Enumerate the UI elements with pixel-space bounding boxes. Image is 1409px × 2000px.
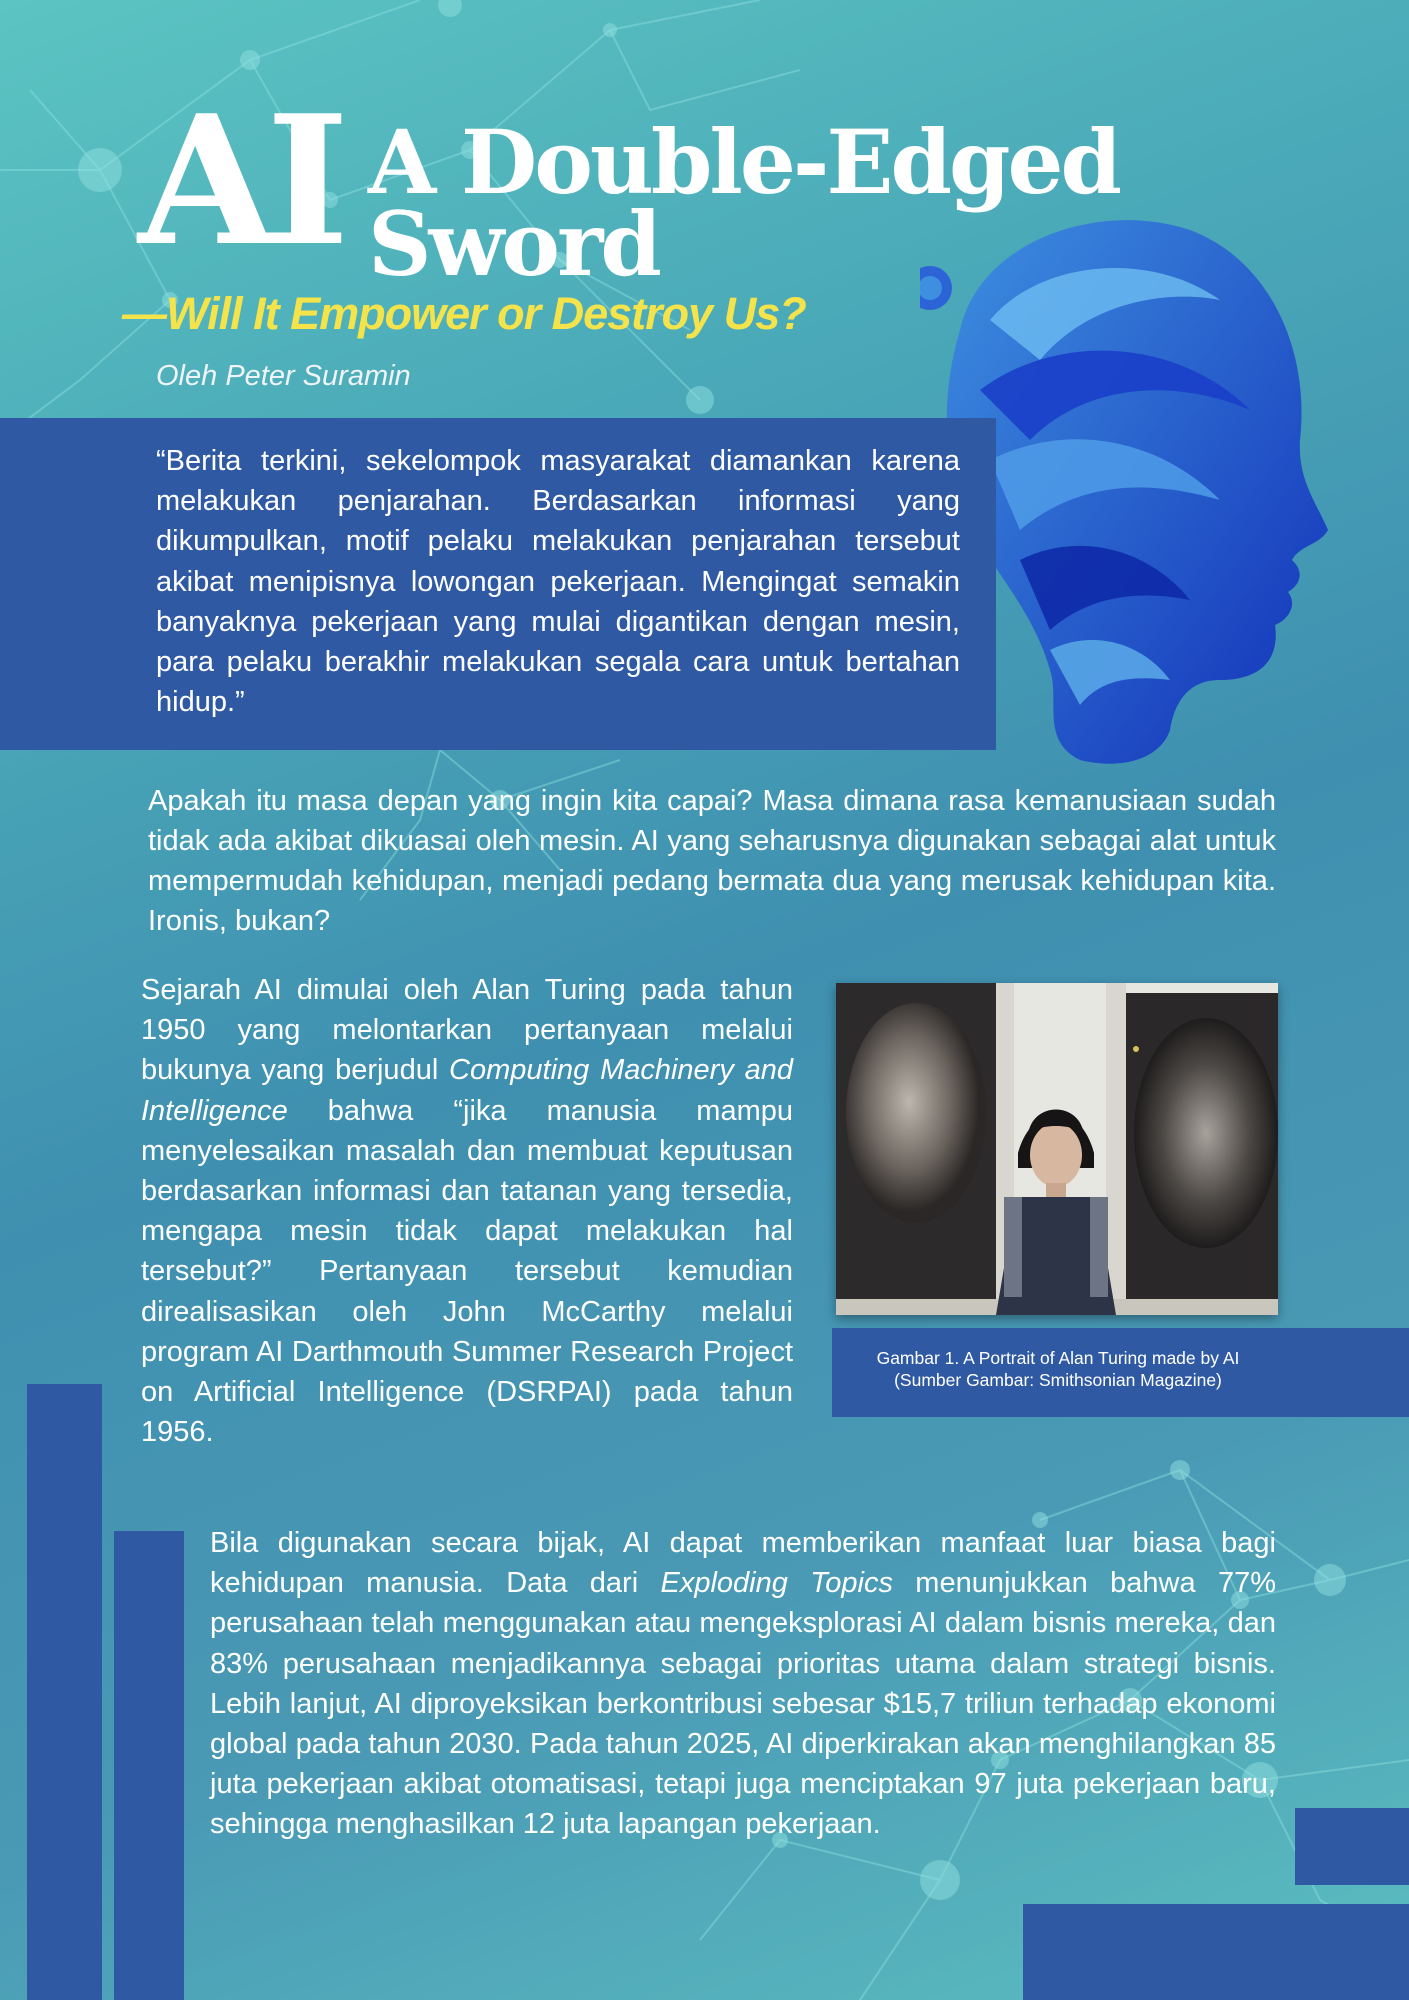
paragraph-2-text-a: Sejarah AI dimulai oleh Alan Turing pada tahun 1950 yang melontarkan pertanyaan melalui bukunya yang berjudul bbox=[141, 974, 793, 1087]
caption-line-1: Gambar 1. A Portrait of Alan Turing made by AI bbox=[876, 1348, 1240, 1368]
decorative-bar-left-1 bbox=[27, 1384, 102, 2000]
paragraph-3-text-a: Bila digunakan secara bijak, AI dapat memberikan manfaat luar biasa bagi kehidupan manusia. Data dari bbox=[210, 1527, 1276, 1600]
alan-turing-portrait-photo bbox=[836, 983, 1278, 1315]
book-title: Computing Machinery and Intelligence bbox=[141, 1054, 793, 1127]
title-ai-initials: AI bbox=[138, 76, 340, 285]
paragraph-3-text-b: menunjukkan bahwa 77% perusahaan telah menggunakan atau mengeksplorasi AI dalam bisnis mereka, dan 83% perusahaan menjadikannya sebagai prioritas utama dalam strategi bisnis. Lebih lanjut, AI diproyeksikan berkontribusi sebesar $15,7 triliun terhadap ekonomi global pada tahun 2030. Pada tahun 2025, AI diperkirakan akan menghilangkan 85 juta pekerjaan akibat otomatisasi, tetapi juga menciptakan 97 juta pekerjaan baru, sehingga menghasilkan 12 juta lapangan pekerjaan. bbox=[210, 1567, 1276, 1841]
figure-caption bbox=[832, 1347, 1284, 1391]
title-line-1: A Double-Edged bbox=[368, 110, 1120, 214]
paragraph-2 bbox=[141, 970, 793, 1452]
paragraph-1: Apakah itu masa depan yang ingin kita capai? Masa dimana rasa kemanusiaan sudah tidak ada akibat dikuasai oleh mesin. AI yang seharusnya digunakan sebagai alat untuk mempermudah kehidupan, menjadi pedang bermata dua yang merusak kehidupan kita. Ironis, bukan? bbox=[148, 785, 1276, 937]
caption-line-2: (Sumber Gambar: Smithsonian Magazine) bbox=[894, 1370, 1222, 1390]
portrait-image bbox=[836, 983, 1278, 1315]
opening-quote: “Berita terkini, sekelompok masyarakat diamankan karena melakukan penjarahan. Berdasarkan informasi yang dikumpulkan, motif pelaku melakukan penjarahan tersebut akibat menipisnya lowongan pekerjaan. Mengingat semakin banyaknya pekerjaan yang mulai digantikan dengan mesin, para pelaku berakhir melakukan segala cara untuk bertahan hidup.” bbox=[156, 445, 960, 719]
paragraph-2-text-b: bahwa “jika manusia mampu menyelesaikan masalah dan membuat keputusan berdasarkan informasi dan tatanan yang tersedia, mengapa mesin tidak dapat melakukan hal tersebut?” Pertanyaan tersebut kemudian direalisasikan oleh John McCarthy melalui program AI Darthmouth Summer Research Project on Artificial Intelligence (DSRPAI) pada tahun 1956. bbox=[141, 1094, 793, 1449]
subtitle: —Will It Empower or Destroy Us? bbox=[122, 288, 806, 339]
paragraph-3 bbox=[210, 1523, 1276, 1845]
title-line-2: Sword bbox=[368, 192, 659, 296]
source-name: Exploding Topics bbox=[660, 1567, 893, 1600]
decorative-bar-right-1 bbox=[1295, 1808, 1409, 1885]
decorative-bar-left-2 bbox=[114, 1531, 184, 2000]
author-byline: Oleh Peter Suramin bbox=[156, 360, 411, 392]
decorative-bar-right-2 bbox=[1023, 1904, 1409, 2000]
